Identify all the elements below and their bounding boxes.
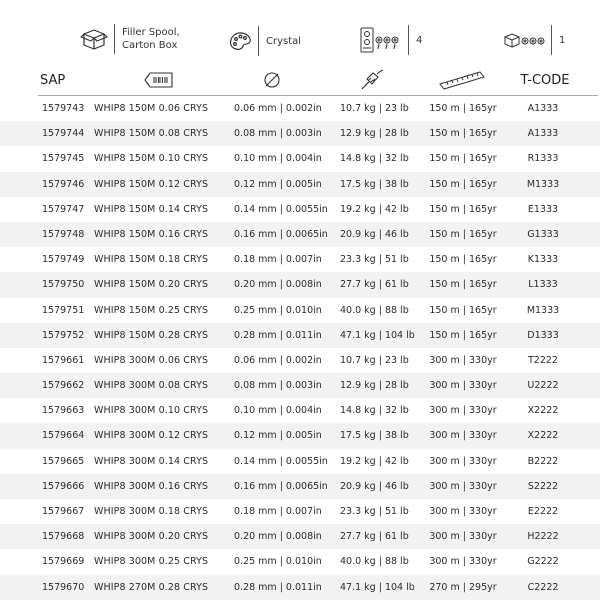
- sap-cell: 1579669: [42, 556, 85, 568]
- diameter-cell: 0.08 mm | 0.003in: [234, 380, 322, 392]
- tcode-cell: B2222: [527, 455, 559, 467]
- diameter-cell: 0.16 mm | 0.0065in: [234, 228, 328, 240]
- tcode-cell: A1333: [527, 103, 559, 114]
- diameter-cell: 0.20 mm | 0.008in: [234, 531, 322, 543]
- length-cell: 150 m | 165yr: [429, 228, 497, 240]
- table-body: [0, 96, 600, 600]
- strength-cell: 19.2 kg | 42 lb: [340, 455, 409, 467]
- tcode-cell: L1333: [528, 279, 558, 291]
- diameter-cell: 0.06 mm | 0.002in: [234, 103, 322, 114]
- strength-cell: 27.7 kg | 61 lb: [340, 279, 409, 291]
- header-tcode: [510, 66, 580, 94]
- sap-cell: 1579752: [42, 329, 85, 341]
- sap-cell: 1579662: [42, 380, 85, 392]
- diameter-cell: 0.08 mm | 0.003in: [234, 128, 322, 140]
- color-label: Crystal: [266, 35, 302, 47]
- sap-cell: 1579750: [42, 279, 85, 291]
- diameter-icon: [263, 71, 281, 89]
- tcode-cell: G1333: [527, 228, 559, 240]
- diameter-cell: 0.10 mm | 0.004in: [234, 405, 322, 417]
- tcode-cell: T2222: [528, 354, 558, 366]
- product-name-cell: WHIP8 300M 0.10 CRYS: [94, 405, 209, 417]
- table-row: [0, 549, 600, 574]
- strength-cell: 10.7 kg | 23 lb: [340, 103, 409, 114]
- diameter-cell: 0.14 mm | 0.0055in: [234, 203, 328, 215]
- product-name-cell: WHIP8 300M 0.14 CRYS: [94, 455, 209, 467]
- product-name-cell: WHIP8 150M 0.14 CRYS: [94, 203, 209, 215]
- product-name-cell: WHIP8 300M 0.06 CRYS: [94, 354, 209, 366]
- diameter-cell: 0.14 mm | 0.0055in: [234, 455, 328, 467]
- packaging-info: [80, 24, 180, 54]
- sap-cell: 1579746: [42, 178, 85, 190]
- spool-pack-icon: [503, 30, 545, 50]
- tcode-cell: R1333: [527, 153, 559, 165]
- product-name-cell: WHIP8 300M 0.18 CRYS: [94, 506, 209, 517]
- length-cell: 300 m | 330yr: [429, 380, 497, 392]
- ruler-icon: [439, 70, 485, 90]
- diameter-cell: 0.10 mm | 0.004in: [234, 153, 322, 165]
- strength-cell: 12.9 kg | 28 lb: [340, 128, 409, 140]
- strength-cell: 40.0 kg | 88 lb: [340, 304, 409, 316]
- product-name-cell: WHIP8 300M 0.16 CRYS: [94, 480, 209, 492]
- separator: [408, 25, 409, 55]
- tcode-cell: H2222: [527, 531, 559, 543]
- header-length: [437, 66, 487, 94]
- table-row: [0, 398, 600, 423]
- strength-cell: 47.1 kg | 104 lb: [340, 329, 415, 341]
- strength-cell: 40.0 kg | 88 lb: [340, 556, 409, 568]
- product-name-cell: WHIP8 300M 0.25 CRYS: [94, 556, 209, 568]
- strength-cell: 20.9 kg | 46 lb: [340, 228, 409, 240]
- table-row: [0, 272, 600, 297]
- diameter-cell: 0.12 mm | 0.005in: [234, 178, 322, 190]
- length-cell: 150 m | 165yr: [429, 279, 497, 291]
- length-cell: 150 m | 165yr: [429, 254, 497, 266]
- sap-cell: 1579664: [42, 430, 85, 442]
- box-icon: [80, 25, 108, 53]
- diameter-cell: 0.18 mm | 0.007in: [234, 506, 322, 517]
- color-info: [228, 26, 301, 56]
- table-row: [0, 524, 600, 549]
- product-name-cell: WHIP8 300M 0.20 CRYS: [94, 531, 209, 543]
- header-tcode-label: T-CODE: [520, 72, 570, 88]
- display-info: [360, 25, 422, 55]
- pack-count: 1: [559, 34, 566, 46]
- tcode-cell: A1333: [527, 128, 559, 140]
- diameter-cell: 0.20 mm | 0.008in: [234, 279, 322, 291]
- length-cell: 300 m | 330yr: [429, 556, 497, 568]
- diameter-cell: 0.12 mm | 0.005in: [234, 430, 322, 442]
- separator: [258, 26, 259, 56]
- length-cell: 300 m | 330yr: [429, 405, 497, 417]
- tcode-cell: U2222: [527, 380, 559, 392]
- tcode-cell: S2222: [527, 480, 559, 492]
- table-row: [0, 323, 600, 348]
- sap-cell: 1579663: [42, 405, 85, 417]
- length-cell: 150 m | 165yr: [429, 128, 497, 140]
- diameter-cell: 0.18 mm | 0.007in: [234, 254, 322, 266]
- strength-cell: 23.3 kg | 51 lb: [340, 254, 409, 266]
- strength-cell: 23.3 kg | 51 lb: [340, 506, 409, 517]
- product-name-cell: WHIP8 150M 0.16 CRYS: [94, 228, 209, 240]
- product-name-cell: WHIP8 300M 0.12 CRYS: [94, 430, 209, 442]
- tcode-cell: E1333: [527, 203, 559, 215]
- strength-cell: 12.9 kg | 28 lb: [340, 380, 409, 392]
- tcode-cell: E2222: [527, 506, 559, 517]
- length-cell: 300 m | 330yr: [429, 531, 497, 543]
- length-cell: 150 m | 165yr: [429, 329, 497, 341]
- display-spools-icon: [360, 27, 402, 53]
- product-name-cell: WHIP8 150M 0.08 CRYS: [94, 128, 209, 140]
- product-name-cell: WHIP8 150M 0.10 CRYS: [94, 153, 209, 165]
- packaging-line-1: Filler Spool,: [122, 27, 180, 38]
- diameter-cell: 0.25 mm | 0.010in: [234, 556, 322, 568]
- sap-cell: 1579751: [42, 304, 85, 316]
- strength-cell: 17.5 kg | 38 lb: [340, 178, 409, 190]
- length-cell: 270 m | 295yr: [429, 581, 497, 593]
- table-row: [0, 449, 600, 474]
- table-row: [0, 423, 600, 448]
- tcode-cell: M1333: [526, 304, 560, 316]
- length-cell: 300 m | 330yr: [429, 354, 497, 366]
- product-name-cell: WHIP8 270M 0.28 CRYS: [94, 581, 209, 593]
- tcode-cell: G2222: [527, 556, 559, 568]
- product-info-strip: [0, 14, 600, 66]
- product-name-cell: WHIP8 300M 0.08 CRYS: [94, 380, 209, 392]
- table-row: [0, 575, 600, 600]
- strength-cell: 14.8 kg | 32 lb: [340, 405, 409, 417]
- pack-info: [503, 25, 565, 55]
- length-cell: 300 m | 330yr: [429, 455, 497, 467]
- separator: [551, 25, 552, 55]
- product-name-cell: WHIP8 150M 0.18 CRYS: [94, 254, 209, 266]
- strength-cell: 19.2 kg | 42 lb: [340, 203, 409, 215]
- product-ticket-icon: [144, 71, 174, 89]
- length-cell: 150 m | 165yr: [429, 203, 497, 215]
- table-row: [0, 499, 600, 524]
- strength-cell: 27.7 kg | 61 lb: [340, 531, 409, 543]
- tcode-cell: K1333: [527, 254, 559, 266]
- table-row: [0, 298, 600, 323]
- length-cell: 300 m | 330yr: [429, 480, 497, 492]
- product-name-cell: WHIP8 150M 0.12 CRYS: [94, 178, 209, 190]
- sap-cell: 1579670: [42, 581, 85, 593]
- tcode-cell: M1333: [526, 178, 560, 190]
- table-header: [0, 66, 600, 94]
- sap-cell: 1579667: [42, 506, 85, 517]
- sap-cell: 1579661: [42, 354, 85, 366]
- sap-cell: 1579744: [42, 128, 85, 140]
- table-row: [0, 222, 600, 247]
- table-row: [0, 348, 600, 373]
- length-cell: 150 m | 165yr: [429, 153, 497, 165]
- diameter-cell: 0.28 mm | 0.011in: [234, 329, 322, 341]
- diameter-cell: 0.16 mm | 0.0065in: [234, 480, 328, 492]
- display-count: 4: [416, 34, 423, 46]
- table-row: [0, 146, 600, 171]
- diameter-cell: 0.06 mm | 0.002in: [234, 354, 322, 366]
- length-cell: 150 m | 165yr: [429, 103, 497, 114]
- strength-cell: 10.7 kg | 23 lb: [340, 354, 409, 366]
- table-row: [0, 121, 600, 146]
- product-name-cell: WHIP8 150M 0.20 CRYS: [94, 279, 209, 291]
- strength-cell: 20.9 kg | 46 lb: [340, 480, 409, 492]
- tcode-cell: X2222: [527, 430, 559, 442]
- tcode-cell: X2222: [527, 405, 559, 417]
- sap-cell: 1579743: [42, 103, 85, 114]
- product-name-cell: WHIP8 150M 0.06 CRYS: [94, 103, 209, 114]
- tcode-cell: D1333: [527, 329, 559, 341]
- packaging-line-2: Carton Box: [122, 40, 178, 51]
- header-sap-label: SAP: [40, 72, 66, 88]
- strength-cell: 47.1 kg | 104 lb: [340, 581, 415, 593]
- product-name-cell: WHIP8 150M 0.25 CRYS: [94, 304, 209, 316]
- table-row: [0, 172, 600, 197]
- sap-cell: 1579749: [42, 254, 85, 266]
- sap-cell: 1579747: [42, 203, 85, 215]
- packaging-text: [122, 26, 180, 52]
- tcode-cell: C2222: [527, 581, 559, 593]
- table-row: [0, 247, 600, 272]
- palette-icon: [228, 30, 252, 52]
- sap-cell: 1579745: [42, 153, 85, 165]
- table-row: [0, 373, 600, 398]
- header-strength: [357, 66, 387, 94]
- separator: [114, 24, 115, 54]
- table-row: [0, 197, 600, 222]
- table-row: [0, 474, 600, 499]
- sap-cell: 1579668: [42, 531, 85, 543]
- diameter-cell: 0.25 mm | 0.010in: [234, 304, 322, 316]
- length-cell: 300 m | 330yr: [429, 506, 497, 517]
- length-cell: 300 m | 330yr: [429, 430, 497, 442]
- length-cell: 150 m | 165yr: [429, 304, 497, 316]
- length-cell: 150 m | 165yr: [429, 178, 497, 190]
- product-name-cell: WHIP8 150M 0.28 CRYS: [94, 329, 209, 341]
- header-sap: [40, 66, 90, 94]
- table-row: [0, 96, 600, 121]
- sap-cell: 1579748: [42, 228, 85, 240]
- header-product: [142, 66, 176, 94]
- line-strength-icon: [360, 69, 384, 91]
- sap-cell: 1579666: [42, 480, 85, 492]
- strength-cell: 14.8 kg | 32 lb: [340, 153, 409, 165]
- sap-cell: 1579665: [42, 455, 85, 467]
- diameter-cell: 0.28 mm | 0.011in: [234, 581, 322, 593]
- header-diameter: [262, 66, 282, 94]
- strength-cell: 17.5 kg | 38 lb: [340, 430, 409, 442]
